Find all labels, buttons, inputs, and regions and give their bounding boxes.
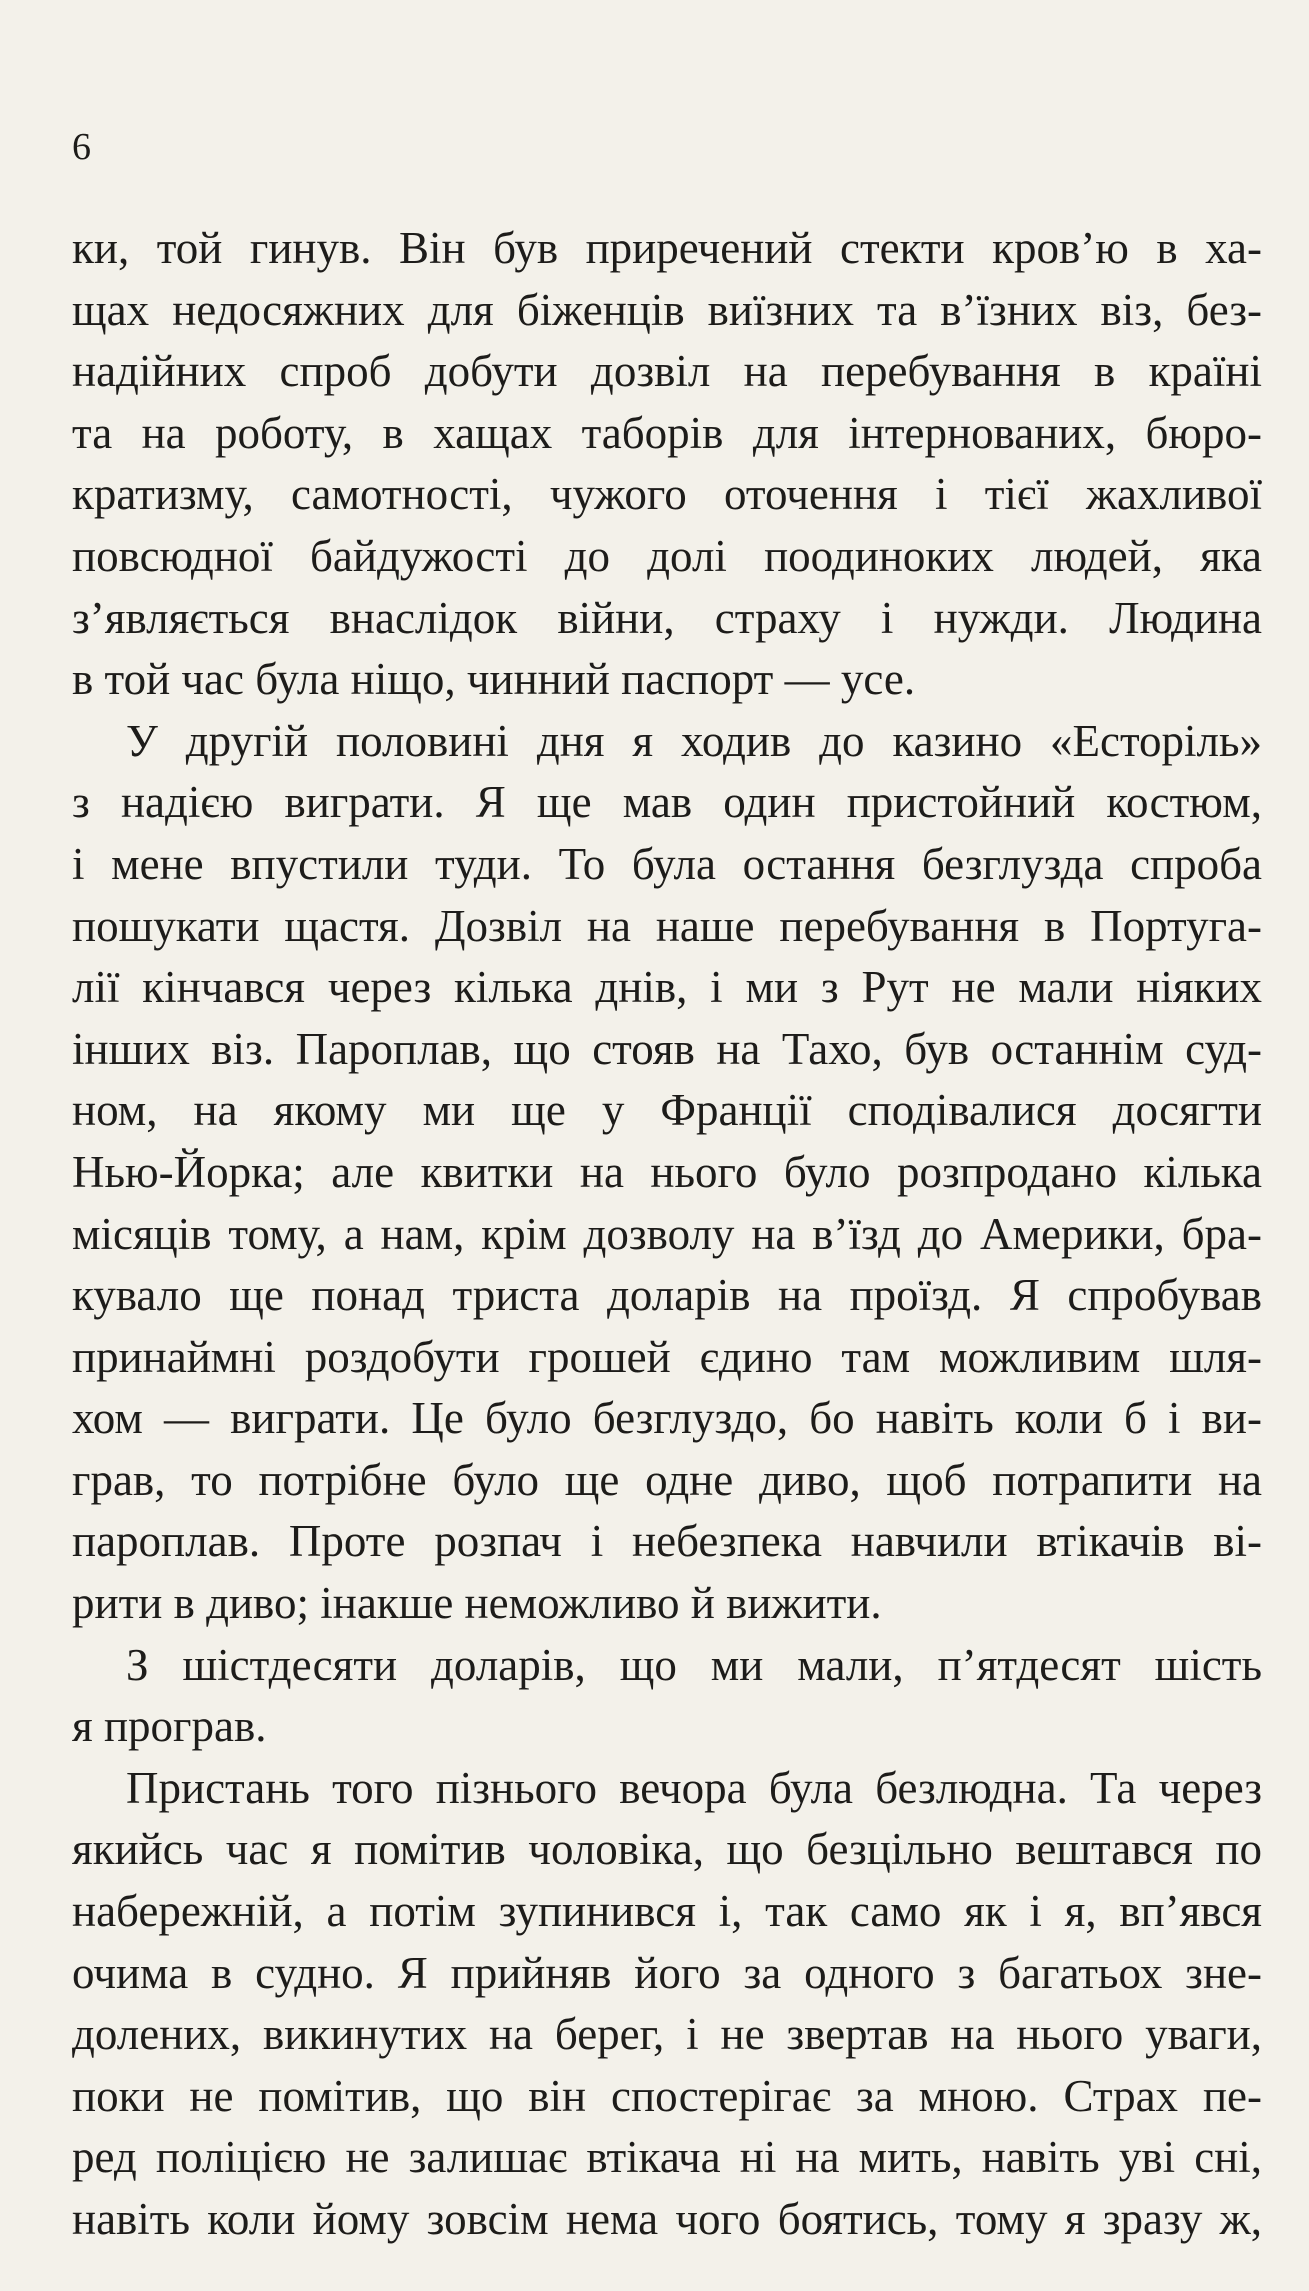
text-line: ки, той гинув. Він був приречений стекти кров’ю в ха- (72, 223, 1262, 273)
text-line: якийсь час я помітив чоловіка, що безцільно вештався по (72, 1824, 1262, 1875)
text-line: лії кінчався через кілька днів, і ми з Рут не мали ніяких (72, 962, 1262, 1013)
text-line: поки не помітив, що він спостерігає за мною. Страх пе- (72, 2070, 1262, 2121)
text-line: пошукати щастя. Дозвіл на наше перебування в Португа- (72, 900, 1262, 951)
text-line: ред поліцією не залишає втікача ні на мить, навіть уві сні, (72, 2132, 1262, 2183)
text-line: пароплав. Проте розпач і небезпека навчили втікачів ві- (72, 1516, 1262, 1567)
text-line: навіть коли йому зовсім нема чого боятись, тому я зразу ж, (72, 2194, 1262, 2244)
paragraph (72, 218, 1262, 711)
body-text (72, 218, 1262, 2251)
text-line: принаймні роздобути грошей єдино там можливим шля- (72, 1331, 1262, 1382)
text-line: інших віз. Пароплав, що стояв на Тахо, був останнім суд- (72, 1023, 1262, 1074)
text-line: місяців тому, а нам, крім дозволу на в’їзд до Америки, бра- (72, 1208, 1262, 1259)
text-line: З шістдесяти доларів, що ми мали, п’ятдесят шість (126, 1639, 1262, 1690)
text-line: з надією виграти. Я ще мав один пристойний костюм, (72, 777, 1262, 828)
text-line: хом — виграти. Це було безглуздо, бо навіть коли б і ви- (72, 1393, 1262, 1444)
text-line: щах недосяжних для біженців виїзних та в’їзних віз, без- (72, 284, 1262, 335)
text-line: в той час була ніщо, чинний паспорт — усе. (72, 654, 916, 705)
text-line: надійних спроб добути дозвіл на перебування в країні (72, 346, 1262, 397)
text-line: У другій половині дня я ходив до казино «Есторіль» (126, 715, 1262, 766)
text-line: долених, викинутих на берег, і не звертав на нього уваги, (72, 2009, 1262, 2060)
paragraph (72, 1758, 1262, 2251)
text-line: очима в судно. Я прийняв його за одного з багатьох зне- (72, 1947, 1262, 1998)
text-line: і мене впустили туди. То була остання безглузда спроба (72, 838, 1262, 889)
text-line: кратизму, самотності, чужого оточення і тієї жахливої (72, 469, 1262, 520)
text-line: Пристань того пізнього вечора була безлюдна. Та через (126, 1762, 1262, 1813)
text-line: та на роботу, в хащах таборів для інтернованих, бюро- (72, 407, 1262, 458)
page-number: 6 (72, 126, 91, 168)
paragraph (72, 711, 1262, 1635)
text-line: кувало ще понад триста доларів на проїзд. Я спробував (72, 1270, 1262, 1321)
text-line: я програв. (72, 1701, 267, 1752)
text-line: набережній, а потім зупинився і, так само як і я, вп’явся (72, 1886, 1262, 1937)
text-line: Нью-Йорка; але квитки на нього було розпродано кілька (72, 1146, 1262, 1197)
text-line: грав, то потрібне було ще одне диво, щоб потрапити на (72, 1454, 1262, 1505)
paragraph (72, 1635, 1262, 1758)
text-line: з’являється внаслідок війни, страху і нужди. Людина (72, 592, 1262, 643)
text-line: повсюдної байдужості до долі поодиноких людей, яка (72, 530, 1262, 581)
text-line: рити в диво; інакше неможливо й вижити. (72, 1578, 882, 1629)
text-line: ном, на якому ми ще у Франції сподівалися досягти (72, 1085, 1262, 1136)
